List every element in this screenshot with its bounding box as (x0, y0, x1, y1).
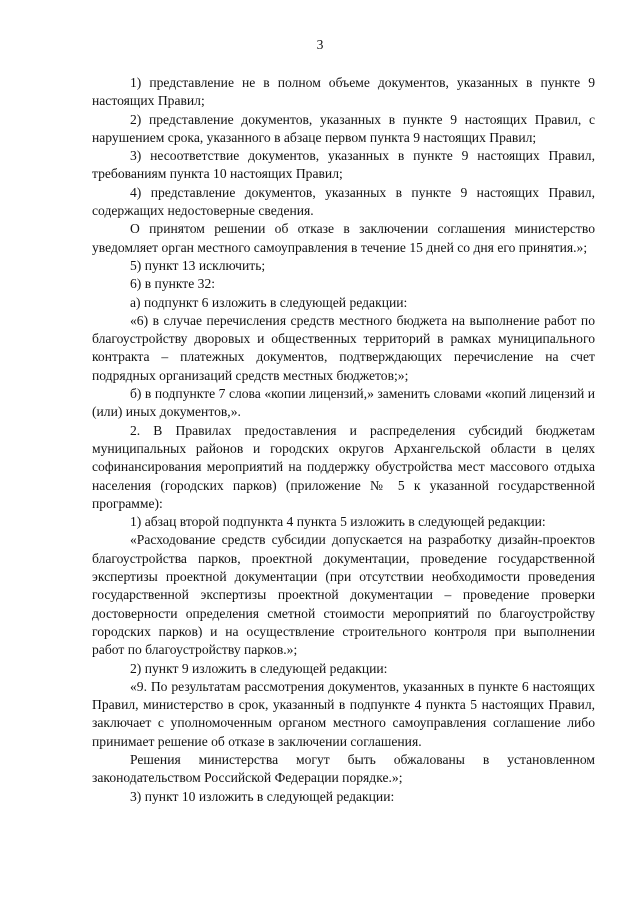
paragraph-item-1: 1) представление не в полном объеме документов, указанных в пункте 9 настоящих Правил; (92, 75, 595, 109)
paragraph-item-2: 2) представление документов, указанных в пункте 9 настоящих Правил, с нарушением срока, указанного в абзаце первом пункта 9 настоящих Правил; (92, 111, 595, 145)
paragraph-item-4: 4) представление документов, указанных в пункте 9 настоящих Правил, содержащих недостоверные сведения. (92, 184, 595, 219)
paragraph-quote-6: «6) в случае перечисления средств местного бюджета на выполнение работ по благоустройству дворовых и общественных территорий в рамках муниципального контракта – платежных документов, подтверждающих перечисление на счет подрядных организаций средств местных бюджетов;»; (92, 312, 595, 383)
paragraph-refusal-notice: О принятом решении об отказе в заключении соглашения министерство уведомляет орган местного самоуправления в течение 15 дней со дня его принятия.»; (92, 221, 595, 255)
paragraph-item-5: 5) пункт 13 исключить; (130, 257, 266, 273)
document-body (92, 74, 595, 806)
paragraph-subitem-b: б) в подпункте 7 слова «копии лицензий,» заменить словами «копий лицензий и (или) иных документов,». (92, 386, 595, 420)
paragraph-section-2-item-3: 3) пункт 10 изложить в следующей редакции: (130, 788, 395, 804)
paragraph-item-3: 3) несоответствие документов, указанных в пункте 9 настоящих Правил, требованиям пункта 10 настоящих Правил; (92, 148, 595, 182)
paragraph-section-2: 2. В Правилах предоставления и распределения субсидий бюджетам муниципальных районов и городских округов Архангельской области в целях софинансирования мероприятий на поддержку обустройства мест массового отдыха населения (городских парков) (приложение № 5 к указанной государственной программе): (92, 422, 595, 511)
paragraph-subitem-a: а) подпункт 6 изложить в следующей редакции: (130, 294, 408, 310)
paragraph-section-2-item-2: 2) пункт 9 изложить в следующей редакции: (130, 660, 388, 676)
paragraph-section-2-item-1: 1) абзац второй подпункта 4 пункта 5 изложить в следующей редакции: (130, 514, 546, 530)
paragraph-quote-9: «9. По результатам рассмотрения документов, указанных в пункте 6 настоящих Правил, министерство в срок, указанный в подпункте 4 пункта 5 настоящих Правил, заключает с уполномоченным органом местного самоуправления соглашение либо принимает решение об отказе в заключении соглашения. (92, 678, 595, 749)
page-number: 3 (316, 37, 324, 52)
paragraph-appeal: Решения министерства могут быть обжалованы в установленном законодательством Российской Федерации порядке.»; (92, 751, 595, 786)
paragraph-quote-expenses: «Расходование средств субсидии допускается на разработку дизайн-проектов благоустройства парков, проектной документации, проведение государственной экспертизы проектной документации (при отсутствии необходимости проведения государственной экспертизы проектной документации – проведение проверки достоверности определения сметной стоимости мероприятий по благоустройству городских парков) и на осуществление строительного контроля при выполнении работ по благоустройству парков.»; (92, 532, 595, 658)
paragraph-item-6: 6) в пункте 32: (130, 276, 216, 292)
